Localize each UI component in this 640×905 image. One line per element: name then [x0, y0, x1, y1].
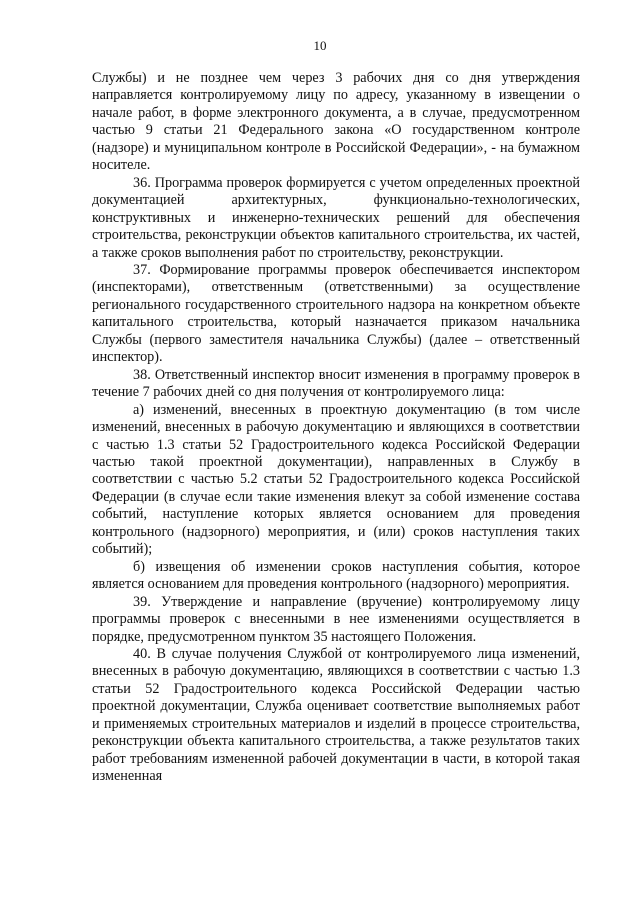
paragraph-36: 36. Программа проверок формируется с учетом определенных проектной документацией архитектурных, функционально-технологических, конструктивных и инженерно-технических решений для обеспечения строительства, реконструкции объектов капитального строительства, их частей, а также сроков выполнения работ по строительству, реконструкции. — [92, 174, 580, 261]
document-body — [92, 70, 580, 786]
paragraph-37: 37. Формирование программы проверок обеспечивается инспектором (инспекторами), ответственным (ответственными) за осуществление регионального государственного строительного надзора на конкретном объекте капитального строительства, который назначается приказом начальника Службы (первого заместителя начальника Службы) (далее – ответственный инспектор). — [92, 261, 580, 366]
paragraph-38-a: а) изменений, внесенных в проектную документацию (в том числе изменений, внесенных в рабочую документацию и являющихся в соответствии с частью 1.3 статьи 52 Градостроительного кодекса Российской Федерации частью такой проектной документации), направленных в Службу в соответствии с частью 5.2 статьи 52 Градостроительного кодекса Российской Федерации (в случае если такие изменения влекут за собой изменение состава событий, наступление которых является основанием для проведения контрольного (надзорного) мероприятия, и (или) сроков наступления таких событий); — [92, 401, 580, 558]
paragraph-continuation: Службы) и не позднее чем через 3 рабочих дня со дня утверждения направляется контролируемому лицу по адресу, указанному в извещении о начале работ, в форме электронного документа, а в случае, предусмотренном частью 9 статьи 21 Федерального закона «О государственном контроле (надзоре) и муниципальном контроле в Российской Федерации», - на бумажном носителе. — [92, 70, 580, 174]
paragraph-38-b: б) извещения об изменении сроков наступления события, которое является основанием для проведения контрольного (надзорного) мероприятия. — [92, 558, 580, 593]
paragraph-39: 39. Утверждение и направление (вручение) контролируемому лицу программы проверок с внесенными в нее изменениями осуществляется в порядке, предусмотренном пунктом 35 настоящего Положения. — [92, 593, 580, 645]
paragraph-38: 38. Ответственный инспектор вносит изменения в программу проверок в течение 7 рабочих дней со дня получения от контролируемого лица: — [92, 366, 580, 401]
page-number: 10 — [313, 38, 327, 53]
paragraph-40: 40. В случае получения Службой от контролируемого лица изменений, внесенных в рабочую документацию, являющихся в соответствии с частью 1.3 статьи 52 Градостроительного кодекса Российской Федерации частью проектной документации, Служба оценивает соответствие выполняемых работ и применяемых строительных материалов и изделий в процессе строительства, реконструкции объекта капитального строительства, а также результатов таких работ требованиям измененной рабочей документации в части, в которой такая измененная — [92, 645, 580, 785]
